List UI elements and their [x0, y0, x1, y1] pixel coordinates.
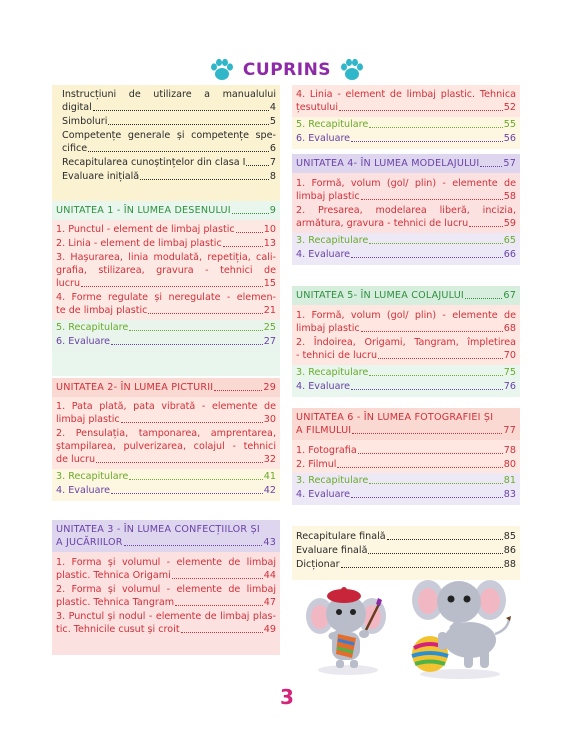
leader-dots: [111, 493, 263, 494]
leader-dots: [369, 127, 503, 128]
toc-entry-page: 70: [503, 350, 516, 361]
toc-entry-line: 3. Hașurarea, linia modulată, repetiția, cali-: [56, 252, 276, 263]
page-number: 3: [280, 685, 294, 709]
toc-entry-title: Dicționar: [296, 559, 340, 570]
toc-entry-page: 32: [263, 454, 276, 465]
toc-entry-page: 59: [503, 218, 516, 229]
paw-icon: [339, 57, 365, 83]
toc-entry-title: 4. Evaluare: [296, 249, 351, 260]
toc-entry-line: grafia, stilizarea, gravura - tehnici de: [56, 265, 276, 276]
toc-entry-title: 3. Recapitulare: [296, 475, 369, 486]
unit-5-block: [292, 286, 520, 404]
unit-1-heading: UNITATEA 1 - ÎN LUMEA DESENULUI 9: [56, 205, 276, 216]
leader-dots: [246, 165, 268, 166]
toc-entry-title: plastic. Tehnica Origami: [56, 570, 171, 581]
toc-entry-line: 1. Pata plată, pata vibrată - elemente de: [56, 401, 276, 412]
elephant-ball-illustration: [402, 570, 520, 680]
toc-title: [0, 53, 574, 87]
unit-3-items: [52, 552, 280, 655]
leader-dots: [172, 578, 263, 579]
toc-entry-title: digital: [62, 102, 92, 113]
leader-dots: [369, 375, 503, 376]
toc-entry-page: 6: [269, 143, 276, 154]
toc-entry[interactable]: [56, 610, 276, 636]
toc-entry[interactable]: [62, 129, 276, 155]
toc-entry-title: limbaj plastic: [296, 191, 360, 202]
toc-entry-page: 52: [503, 102, 516, 113]
toc-entry-page: 15: [263, 278, 276, 289]
toc-entry-title: limbaj plastic: [56, 414, 120, 425]
toc-entry-title: 3. Recapitulare: [56, 471, 129, 482]
leader-dots: [129, 330, 263, 331]
toc-entry-page: 75: [503, 367, 516, 378]
leader-dots: [337, 467, 502, 468]
toc-entry-title: 3. Recapitulare: [296, 235, 369, 246]
toc-entry-line: 2. Presarea, modelarea liberă, incizia,: [296, 205, 516, 216]
toc-entry-page: 27: [263, 336, 276, 347]
toc-entry-line: 1. Forma și volumul - elemente de limbaj: [56, 557, 276, 568]
toc-entry[interactable]: [296, 544, 516, 557]
toc-entry-title: de lucru: [56, 454, 96, 465]
toc-entry-page: 44: [263, 570, 276, 581]
toc-entry-page: 25: [263, 322, 276, 333]
toc-entry-page: 21: [263, 305, 276, 316]
toc-entry-page: 5: [269, 116, 276, 127]
toc-entry-title: 6. Evaluare: [296, 133, 351, 144]
leader-dots: [351, 497, 503, 498]
toc-entry[interactable]: [296, 380, 516, 393]
unit-5-summary: [292, 365, 520, 397]
leader-dots: [369, 483, 503, 484]
toc-entry-line: 2. Îndoirea, Origami, Tangram, împletirea: [296, 337, 516, 348]
toc-left-column: [52, 85, 280, 664]
toc-entry[interactable]: [62, 170, 276, 183]
toc-entry-line: 3. Punctul și nodul - elemente de limbaj plas-: [56, 611, 276, 622]
toc-entry[interactable]: [296, 204, 516, 230]
toc-entry[interactable]: [296, 444, 516, 457]
leader-dots: [358, 453, 503, 454]
leader-dots: [361, 331, 503, 332]
leader-dots: [81, 286, 263, 287]
unit-2-items-summary: [52, 469, 280, 501]
toc-entry-title: Simboluri: [62, 116, 108, 127]
toc-entry-page: 58: [503, 191, 516, 202]
toc-right-column: [292, 85, 520, 580]
toc-entry-page: 76: [503, 381, 516, 392]
unit-5-items-red: [292, 305, 520, 365]
unit-4-heading: UNITATEA 4- ÎN LUMEA MODELAJULUI 57: [292, 154, 520, 173]
unit-4-items-red: [292, 173, 520, 233]
toc-entry[interactable]: [62, 115, 276, 128]
toc-entry-title: Recapitulare finală: [296, 531, 386, 542]
toc-entry[interactable]: [56, 321, 276, 334]
unit-6-block: [292, 408, 520, 518]
toc-entry-page: 4: [269, 102, 276, 113]
unit-2-cont-items-red: [292, 85, 520, 117]
toc-entry-page: 13: [263, 238, 276, 249]
toc-entry-page: 78: [503, 445, 516, 456]
leader-dots: [223, 246, 263, 247]
unit-2-heading: UNITATEA 2- ÎN LUMEA PICTURII 29: [52, 378, 280, 397]
unit-2-items-red: [52, 397, 280, 469]
toc-entry-page: 88: [503, 559, 516, 570]
toc-entry[interactable]: [296, 366, 516, 379]
toc-entry-title: 1. Fotografia: [296, 445, 357, 456]
toc-entry-title: limbaj plastic: [296, 323, 360, 334]
toc-entry-page: 8: [269, 171, 276, 182]
toc-entry[interactable]: [296, 309, 516, 335]
toc-entry-title: - tehnici de lucru: [296, 350, 378, 361]
leader-dots: [351, 389, 503, 390]
unit-6-items-red: [292, 440, 520, 473]
toc-entry[interactable]: [56, 237, 276, 250]
leader-dots: [108, 124, 268, 125]
leader-dots: [93, 110, 269, 111]
unit-3-block: [52, 520, 280, 664]
toc-entry-title: 5. Recapitulare: [56, 322, 129, 333]
unit-2-block: [52, 378, 280, 518]
toc-entry[interactable]: [296, 88, 516, 114]
unit-5-heading: UNITATEA 5- ÎN LUMEA COLAJULUI 67: [292, 286, 520, 305]
leader-dots: [181, 632, 263, 633]
leader-dots: [88, 151, 269, 152]
toc-entry-page: 80: [503, 459, 516, 470]
toc-entry-line: 1. Formă, volum (gol/ plin) - elemente de: [296, 178, 516, 189]
toc-entry-title: 1. Punctul - element de limbaj plastic: [56, 224, 235, 235]
toc-entry-line: Instrucțiuni de utilizare a manualului: [62, 89, 276, 100]
toc-entry-page: 55: [503, 119, 516, 130]
toc-entry-line: 4. Linia - element de limbaj plastic. Tehnica: [296, 89, 516, 100]
unit-2-continued-block: [292, 85, 520, 149]
leader-dots: [351, 257, 503, 258]
toc-entry-title: armătura, gravura - tehnici de lucru: [296, 218, 469, 229]
unit-1-items-red: [52, 220, 280, 320]
toc-entry-title: tic. Tehnicile cusut și croit: [56, 624, 180, 635]
unit-4-block: [292, 154, 520, 282]
toc-entry-line: 2. Forma și volumul - elemente de limbaj: [56, 584, 276, 595]
toc-entry-line: ștampilarea, pulverizarea, colajul - tehnici: [56, 441, 276, 452]
toc-entry[interactable]: [56, 556, 276, 582]
toc-entry[interactable]: [62, 156, 276, 169]
toc-entry-title: lucru: [56, 278, 81, 289]
unit-6-summary: [292, 473, 520, 505]
unit-1-block: [52, 201, 280, 376]
toc-entry[interactable]: [56, 335, 276, 348]
leader-dots: [129, 479, 263, 480]
toc-entry-line: 2. Pensulația, tamponarea, amprentarea,: [56, 428, 276, 439]
leader-dots: [341, 567, 503, 568]
toc-entry[interactable]: [296, 530, 516, 543]
toc-entry[interactable]: [296, 118, 516, 131]
toc-entry-page: 56: [503, 133, 516, 144]
toc-entry-page: 85: [503, 531, 516, 542]
leader-dots: [140, 179, 269, 180]
paw-icon: [209, 57, 235, 83]
leader-dots: [378, 358, 503, 359]
toc-entry[interactable]: [296, 474, 516, 487]
title-text: CUPRINS: [242, 60, 332, 80]
toc-entry[interactable]: [56, 400, 276, 426]
toc-entry-page: 30: [263, 414, 276, 425]
toc-entry-title: 4. Evaluare: [296, 381, 351, 392]
toc-entry-title: 2. Linia - element de limbaj plastic: [56, 238, 222, 249]
toc-entry[interactable]: [56, 427, 276, 466]
toc-entry-page: 47: [263, 597, 276, 608]
toc-entry-title: Evaluare inițială: [62, 171, 140, 182]
toc-entry[interactable]: [296, 248, 516, 261]
leader-dots: [387, 539, 503, 540]
leader-dots: [148, 313, 262, 314]
leader-dots: [236, 232, 263, 233]
leader-dots: [111, 344, 263, 345]
elephant-painter-illustration: [300, 582, 395, 677]
leader-dots: [96, 462, 263, 463]
leader-dots: [121, 422, 263, 423]
toc-entry-title: 5. Recapitulare: [296, 119, 369, 130]
toc-entry[interactable]: [56, 291, 276, 317]
unit-3-heading: UNITATEA 3 - ÎN LUMEA CONFECȚIILOR ȘI A JUCĂRIILOR 43: [52, 520, 280, 552]
toc-entry-title: Recapitularea cunoștințelor din clasa I: [62, 157, 246, 168]
leader-dots: [469, 226, 503, 227]
toc-entry-page: 83: [503, 489, 516, 500]
toc-entry-page: 10: [263, 224, 276, 235]
toc-entry-title: țesutului: [296, 102, 338, 113]
leader-dots: [368, 553, 502, 554]
toc-entry-title: 4. Evaluare: [56, 485, 111, 496]
toc-entry[interactable]: [62, 88, 276, 114]
toc-entry-page: 86: [503, 545, 516, 556]
toc-entry[interactable]: [56, 251, 276, 290]
toc-entry[interactable]: [296, 234, 516, 247]
toc-entry-title: plastic. Tehnica Tangram: [56, 597, 175, 608]
toc-entry-title: te de limbaj plastic: [56, 305, 148, 316]
unit-1-items-summary: [52, 320, 280, 352]
toc-entry-title: 3. Recapitulare: [296, 367, 369, 378]
toc-entry[interactable]: [296, 488, 516, 501]
toc-entry-page: 41: [263, 471, 276, 482]
leader-dots: [175, 605, 263, 606]
toc-entry-page: 81: [503, 475, 516, 486]
unit-2-cont-summary: [292, 117, 520, 149]
toc-entry-title: 6. Evaluare: [56, 336, 111, 347]
toc-entry[interactable]: [56, 583, 276, 609]
leader-dots: [369, 243, 503, 244]
leader-dots: [361, 199, 503, 200]
toc-entry[interactable]: [56, 484, 276, 497]
toc-entry[interactable]: [296, 132, 516, 145]
toc-entry[interactable]: [56, 223, 276, 236]
leader-dots: [351, 141, 503, 142]
toc-entry[interactable]: [296, 336, 516, 362]
toc-entry-title: Evaluare finală: [296, 545, 368, 556]
toc-entry-page: 68: [503, 323, 516, 334]
toc-entry-page: 7: [269, 157, 276, 168]
toc-entry-title: 4. Evaluare: [296, 489, 351, 500]
toc-entry[interactable]: [296, 458, 516, 471]
toc-entry[interactable]: [56, 470, 276, 483]
unit-6-heading: UNITATEA 6 - ÎN LUMEA FOTOGRAFIEI ȘI A FILMULUI 77: [292, 408, 520, 440]
toc-entry[interactable]: [296, 177, 516, 203]
toc-entry-line: 1. Formă, volum (gol/ plin) - elemente de: [296, 310, 516, 321]
toc-entry-page: 66: [503, 249, 516, 260]
toc-intro-block: [52, 85, 280, 201]
toc-entry-page: 49: [263, 624, 276, 635]
leader-dots: [339, 110, 503, 111]
toc-entry-title: 2. Filmul: [296, 459, 337, 470]
toc-entry-page: 42: [263, 485, 276, 496]
toc-entry-page: 65: [503, 235, 516, 246]
toc-entry-line: 4. Forme regulate și neregulate - elemen-: [56, 292, 276, 303]
toc-entry-line: Competențe generale și competențe spe-: [62, 130, 276, 141]
toc-entry-title: cifice: [62, 143, 88, 154]
unit-4-summary: [292, 233, 520, 265]
